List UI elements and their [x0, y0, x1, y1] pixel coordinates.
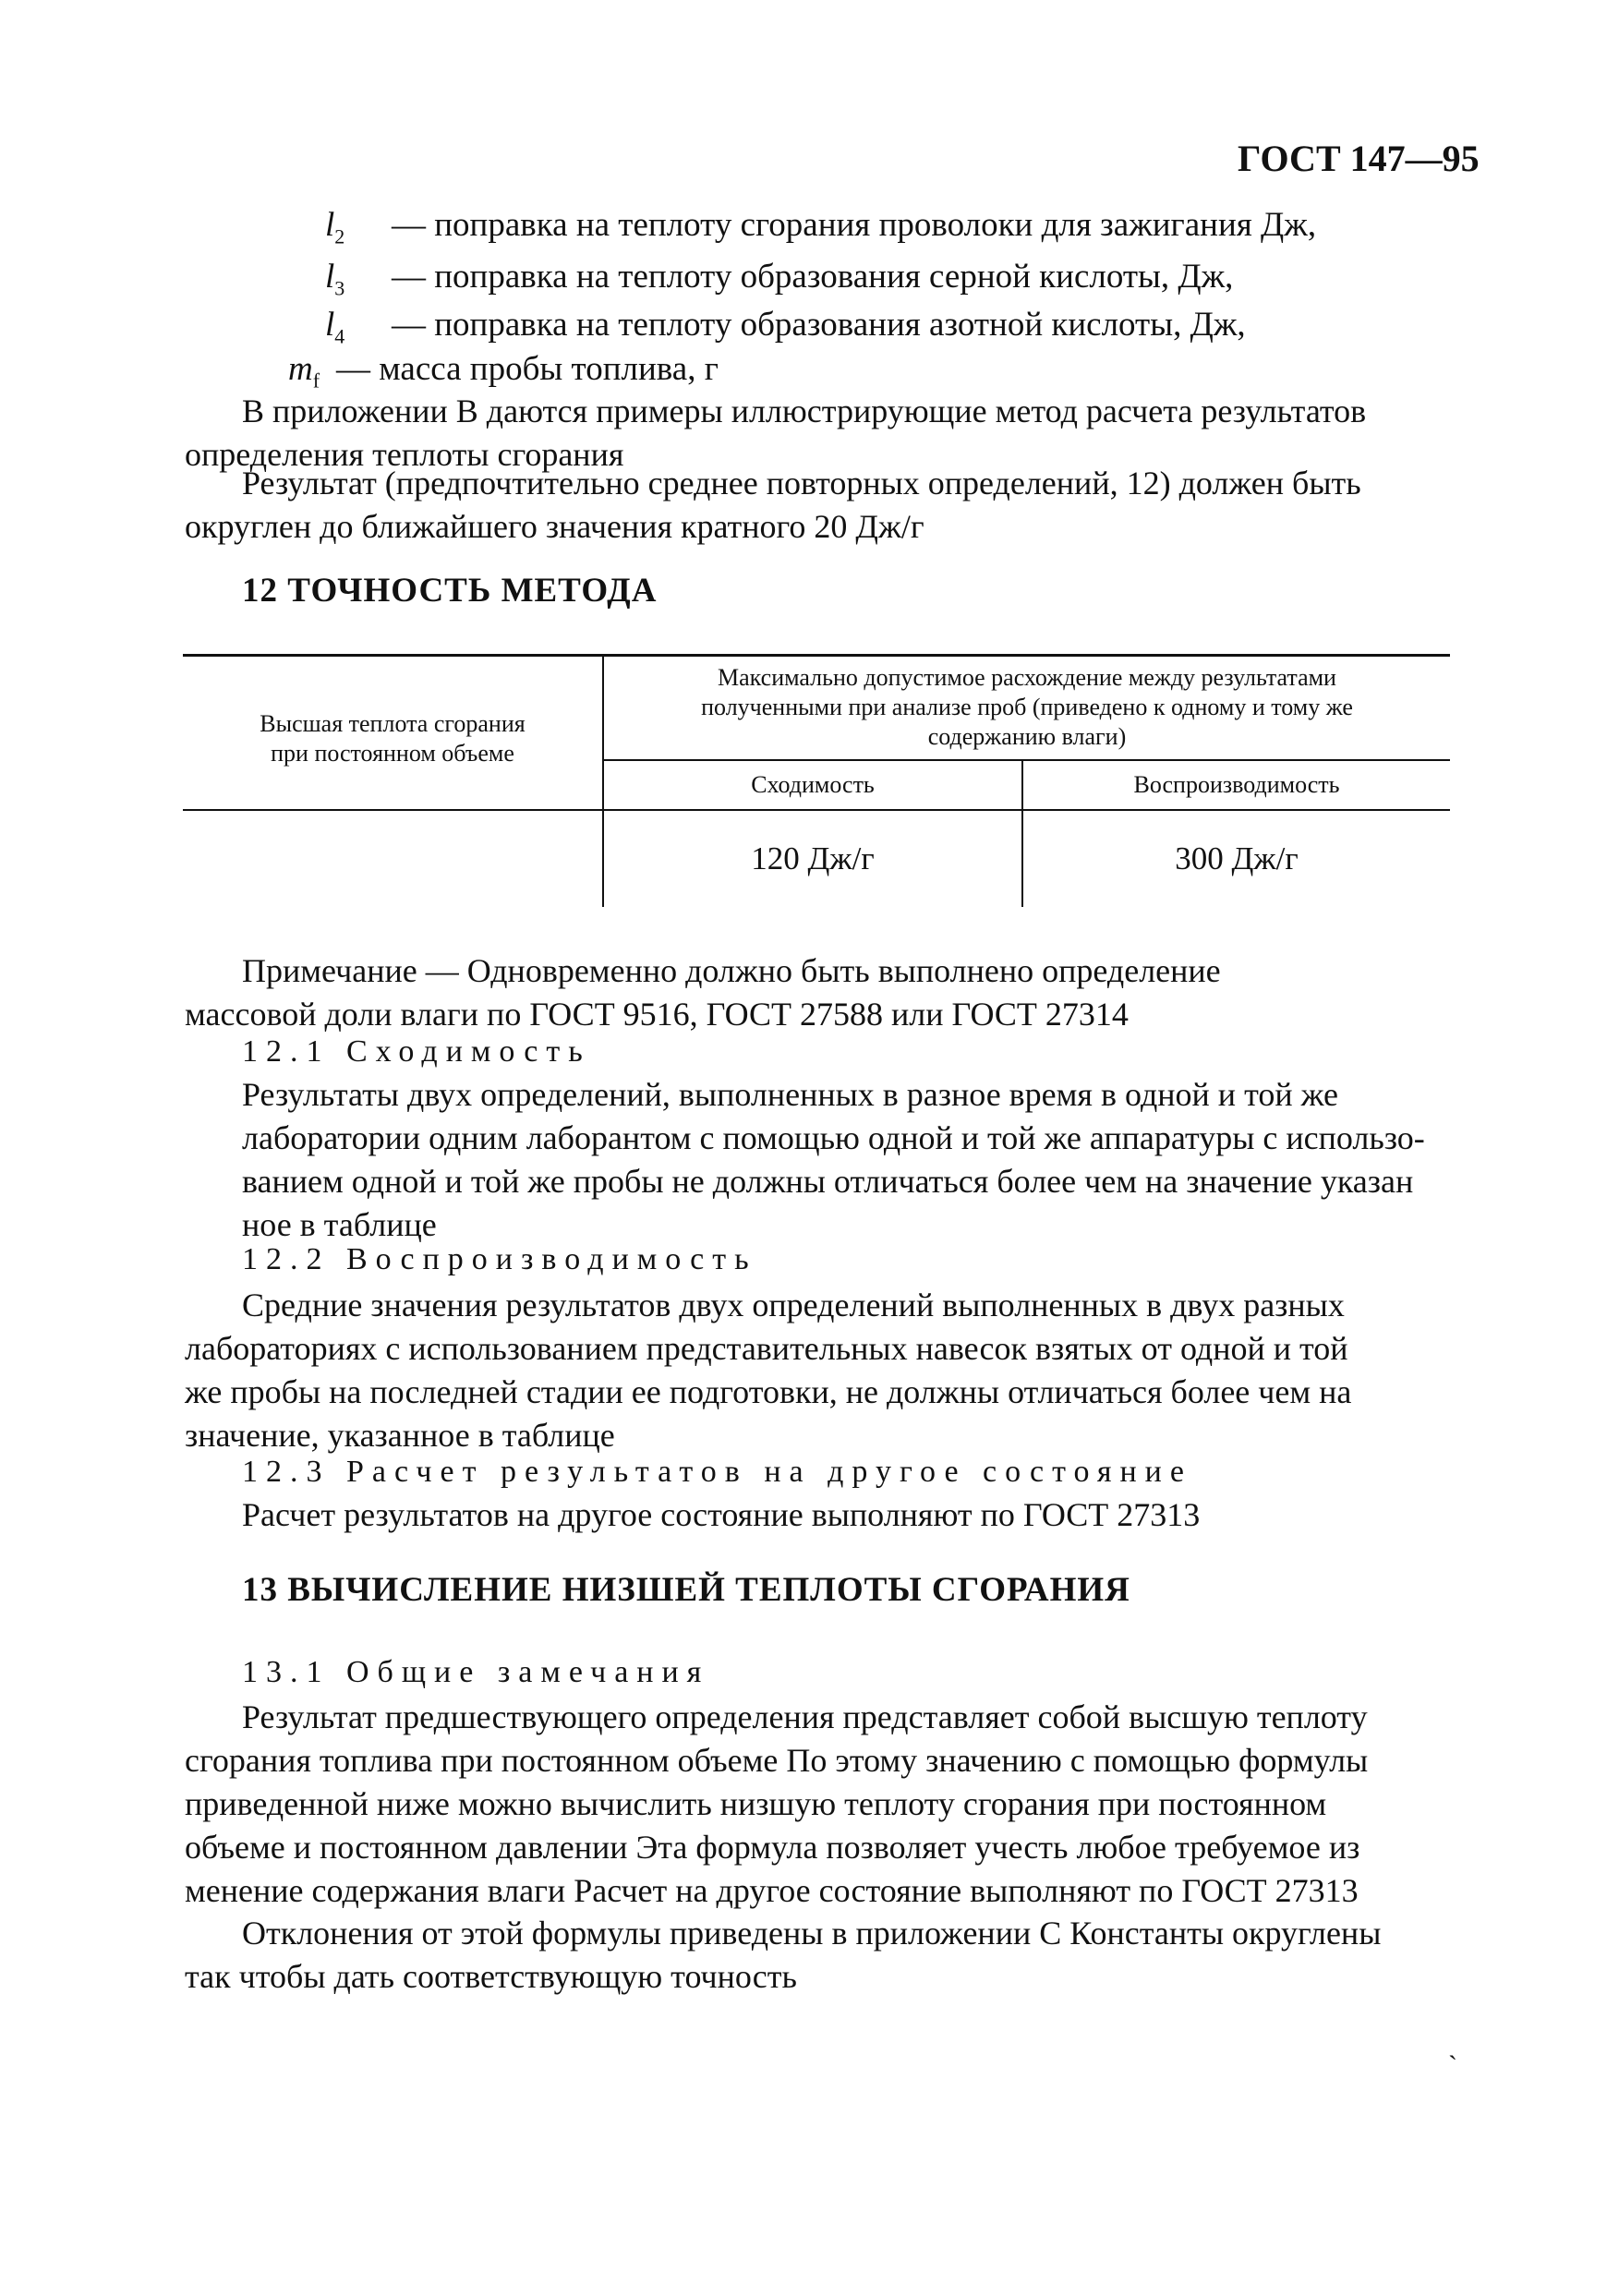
table-header-repeatability: Сходимость: [751, 771, 875, 798]
table-cell-reproducibility: 300 Дж/г: [1175, 840, 1299, 876]
section-12-3-title: 12.3 Расчет результатов на другое состояние: [242, 1455, 1192, 1489]
table-header-group: Максимально допустимое расхождение между результатами полученными при анализе проб (приведено к одному и тому же содержанию влаги): [701, 664, 1353, 750]
symbol: m: [288, 350, 313, 388]
definition-l3: [325, 257, 1480, 300]
section-12-2-title: 12.2 Воспроизводимость: [242, 1242, 757, 1276]
symbol: l: [325, 258, 335, 296]
scan-mark: `: [1448, 2050, 1457, 2081]
table-header-reproducibility: Воспроизводимость: [1133, 771, 1340, 798]
symbol-sub: 2: [334, 224, 345, 248]
section-13-1-title: 13.1 Общие замечания: [242, 1655, 710, 1689]
table-cell-repeatability: 120 Дж/г: [751, 840, 875, 876]
symbol: l: [325, 306, 335, 344]
definition-text: — поправка на теплоту образования азотной кислоты, Дж,: [392, 306, 1246, 344]
definition-text: — масса пробы топлива, г: [336, 350, 719, 388]
definition-text: — поправка на теплоту сгорания проволоки для зажигания Дж,: [392, 206, 1317, 244]
definition-text: — поправка на теплоту образования серной кислоты, Дж,: [392, 258, 1234, 296]
section-13-paragraph-2: Отклонения от этой формулы приведены в приложении С Константы округлены так чтобы дать соответствующую точность: [185, 1915, 1382, 1995]
definition-l2: [325, 205, 1480, 246]
table-header-high-heat: Высшая теплота сгорания при постоянном объеме: [260, 710, 526, 767]
definition-l4: [325, 305, 1480, 348]
intro-paragraph-1: В приложении В даются примеры иллюстрирующие метод расчета результатов определения теплоты сгорания: [185, 393, 1367, 473]
document-header: ГОСТ 147—95: [1238, 138, 1480, 179]
section-12-1-title: 12.1 Сходимость: [242, 1034, 591, 1069]
definition-mf: [288, 349, 1443, 393]
section-13-title: 13 ВЫЧИСЛЕНИЕ НИЗШЕЙ ТЕПЛОТЫ СГОРАНИЯ: [242, 1571, 1130, 1609]
section-12-3-text: Расчет результатов на другое состояние выполняют по ГОСТ 27313: [242, 1496, 1201, 1533]
intro-paragraph-2: Результат (предпочтительно среднее повторных определений, 12) должен быть округлен до ближайшего значения кратного 20 Дж/г: [185, 465, 1361, 545]
section-12-2-text: Средние значения результатов двух определений выполненных в двух разных лабораториях с использованием представительных навесок взятых от одной и той же пробы на последней стадии ее подготовки, не должны отличаться более чем на значение, указанное в таблице: [185, 1287, 1352, 1454]
table-note: Примечание — Одновременно должно быть выполнено определение массовой доли влаги по ГОСТ 9516, ГОСТ 27588 или ГОСТ 27314: [185, 952, 1221, 1033]
section-13-1-text: Результат предшествующего определения представляет собой высшую теплоту сгорания топлива при постоянном объеме По этому значению с помощью формулы приведенной ниже можно вычислить низшую теплоту сгорания при постоянном объеме и постоянном давлении Эта формула позволяет учесть любое требуемое из менение содержания влаги Расчет на другое состояние выполняют по ГОСТ 27313: [185, 1698, 1369, 1909]
section-12-1-text: Результаты двух определений, выполненных в разное время в одной и той же лаборатории одним лаборантом с помощью одной и той же аппаратуры с использо- ванием одной и той же пробы не должны отличаться более чем на значение указан ное в таблице: [242, 1076, 1425, 1243]
section-12-title: 12 ТОЧНОСТЬ МЕТОДА: [242, 572, 658, 610]
symbol: l: [325, 206, 335, 244]
symbol-sub: f: [312, 369, 320, 393]
symbol-sub: 4: [334, 324, 345, 348]
symbol-sub: 3: [334, 276, 345, 300]
